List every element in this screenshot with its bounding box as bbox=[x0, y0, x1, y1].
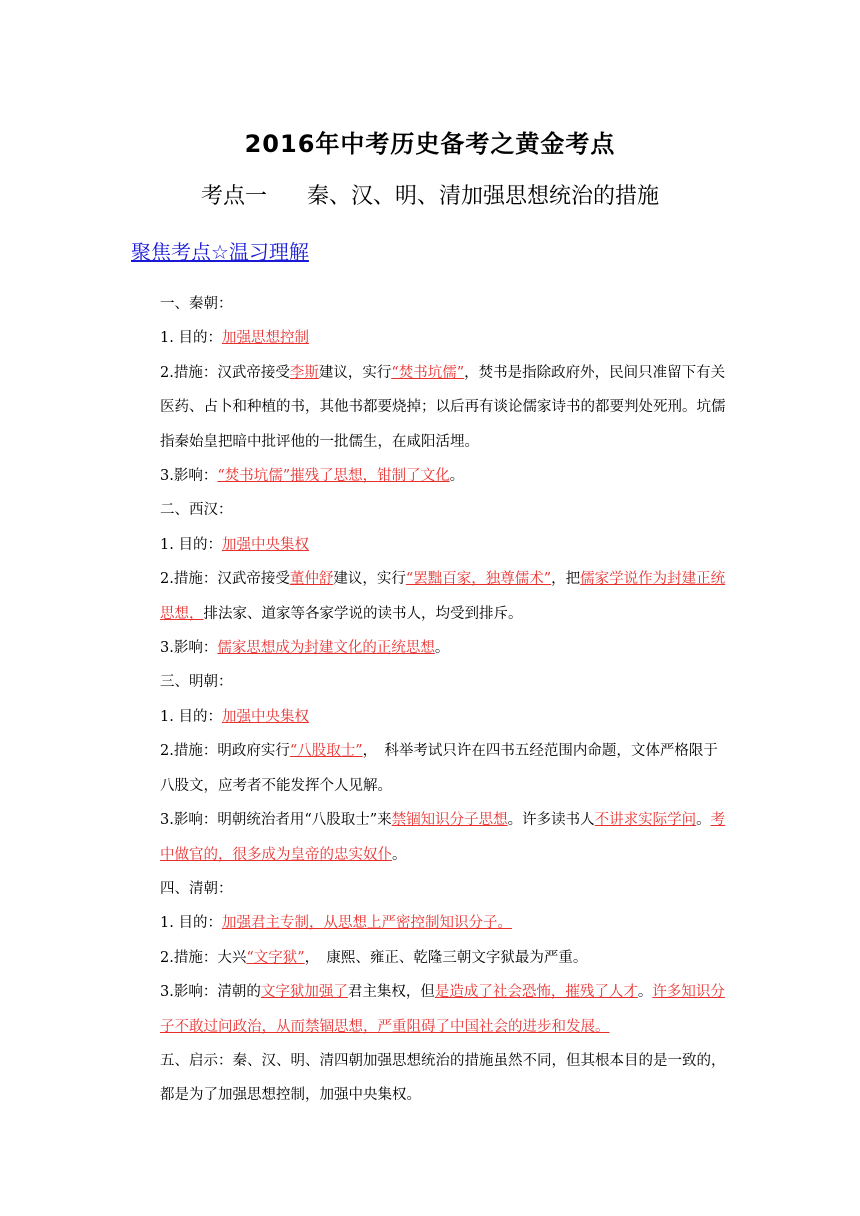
qing-measure bbox=[131, 941, 731, 975]
ming-purpose bbox=[131, 700, 731, 734]
text: 。 bbox=[449, 468, 465, 485]
text: 。 bbox=[434, 640, 450, 657]
highlight: 董仲舒 bbox=[289, 571, 334, 588]
label: 1. 目的： bbox=[160, 330, 222, 347]
highlight: 不讲求实际学问 bbox=[594, 812, 697, 829]
qin-impact bbox=[131, 459, 731, 493]
text: 。许多读书人 bbox=[507, 812, 595, 829]
han-purpose bbox=[131, 528, 731, 562]
text: ，焚书是指除政府外，民间只准留下有关医药、占卜和种植的书，其他书都要烧掉；以后再有谈论儒家诗书的都要判处死刑。坑儒指秦始皇把暗中批评他的一批儒生，在咸阳活埋。 bbox=[160, 364, 726, 450]
insight-paragraph: 五、启示：秦、汉、明、清四朝加强思想统治的措施虽然不同，但其根本目的是一致的，都是为了加强思想控制，加强中央集权。 bbox=[160, 1052, 726, 1104]
text: 建议，实行 bbox=[318, 364, 392, 381]
highlight: 文字狱加强了 bbox=[260, 984, 348, 1001]
highlight: 加强中央集权 bbox=[221, 708, 309, 725]
text: 。 bbox=[696, 812, 711, 829]
label: 3.影响： bbox=[160, 468, 218, 485]
highlight: 许多知识分子不敢过问政治，从而禁锢思想，严重阻碍了中国社会的进步和发展。 bbox=[160, 984, 725, 1035]
qing-impact bbox=[131, 975, 731, 1044]
text: 3.影响：清朝的 bbox=[160, 984, 261, 1001]
highlight: “八股取士” bbox=[289, 743, 363, 760]
han-measure bbox=[131, 562, 731, 631]
text: 3.影响：明朝统治者用“八股取士”来 bbox=[160, 812, 392, 829]
qing-purpose bbox=[131, 906, 731, 940]
text: 。 bbox=[637, 984, 653, 1001]
label: 1. 目的： bbox=[160, 915, 222, 932]
focus-heading-link[interactable]: 聚焦考点☆温习理解 bbox=[131, 240, 309, 264]
text: 2.措施：大兴 bbox=[160, 949, 247, 966]
qin-purpose bbox=[131, 321, 731, 355]
document-body bbox=[131, 287, 731, 1113]
text: 建议，实行 bbox=[333, 571, 406, 588]
highlight: “焚书坑儒” bbox=[391, 364, 465, 381]
section-heading-ming: 三、明朝： bbox=[160, 674, 233, 691]
text: 君主集权，但 bbox=[347, 984, 435, 1001]
section-heading-qing: 四、清朝： bbox=[160, 880, 233, 897]
section-heading-han: 二、西汉： bbox=[160, 502, 233, 519]
subtitle-label: 考点一 bbox=[200, 184, 267, 209]
highlight: 李斯 bbox=[289, 364, 319, 381]
han-impact bbox=[131, 631, 731, 665]
qin-measure bbox=[131, 356, 731, 459]
highlight: “文字狱” bbox=[246, 949, 305, 966]
section-heading-qin: 一、秦朝： bbox=[160, 296, 233, 312]
highlight: 儒家学说作为封建正统思想， bbox=[160, 571, 726, 622]
highlight: 考中做官的，很多成为皇帝的忠实奴仆 bbox=[160, 812, 726, 863]
highlight: “焚书坑儒”摧残了思想，钳制了文化 bbox=[217, 468, 450, 485]
highlight: 加强思想控制 bbox=[221, 330, 309, 347]
label: 1. 目的： bbox=[160, 708, 222, 725]
text: 2.措施：汉武帝接受 bbox=[160, 364, 290, 381]
text: 2.措施：汉武帝接受 bbox=[160, 571, 290, 588]
page-subtitle bbox=[0, 179, 860, 210]
text: ， 科举考试只许在四书五经范围内命题，文体严格限于八股文，应考者不能发挥个人见解。 bbox=[160, 743, 718, 794]
text: 。 bbox=[392, 846, 407, 863]
page-title: 2016年中考历史备考之黄金考点 bbox=[244, 130, 616, 158]
highlight: 是造成了社会恐怖，摧残了人才 bbox=[434, 984, 638, 1001]
label: 1. 目的： bbox=[160, 536, 222, 553]
highlight: 儒家思想成为封建文化的正统思想 bbox=[217, 640, 435, 657]
highlight: 禁锢知识分子思想 bbox=[391, 812, 508, 829]
highlight: 加强中央集权 bbox=[221, 536, 309, 553]
highlight: 加强君主专制，从思想上严密控制知识分子。 bbox=[221, 915, 512, 932]
text: ，把 bbox=[551, 571, 581, 588]
ming-measure bbox=[131, 734, 731, 803]
text: 排法家、道家等各家学说的读书人，均受到排斥。 bbox=[203, 605, 523, 622]
label: 3.影响： bbox=[160, 640, 218, 657]
subtitle-text: 秦、汉、明、清加强思想统治的措施 bbox=[307, 184, 660, 209]
ming-impact bbox=[131, 803, 731, 872]
text: 2.措施：明政府实行 bbox=[160, 743, 290, 760]
highlight: “罢黜百家，独尊儒术” bbox=[405, 571, 552, 588]
text: ， 康熙、雍正、乾隆三朝文字狱最为严重。 bbox=[304, 949, 588, 966]
